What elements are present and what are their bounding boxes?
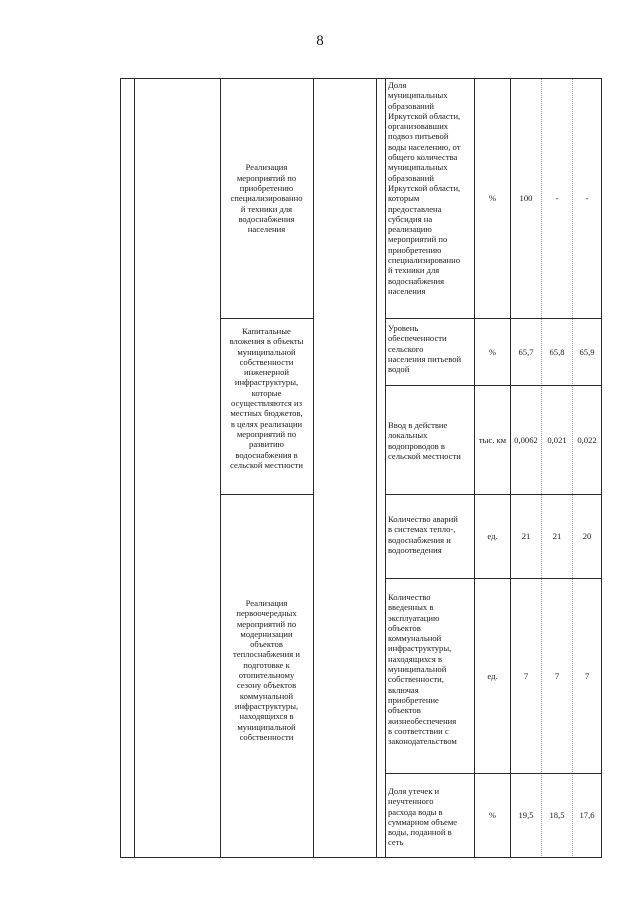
measure-cell: Капитальные вложения в объекты муниципальной собственности инженерной инфраструктуры, которые осуществляются из местных бюджетов, в целях реализации мероприятий по развитию водоснабжения в сельской местности bbox=[229, 326, 304, 470]
row-divider bbox=[220, 318, 313, 319]
indicator-name-cell: Доля утечек и неучтенного расхода воды в суммарном объеме воды, поданной в сеть bbox=[388, 786, 458, 848]
unit-cell: ед. bbox=[487, 531, 498, 542]
value-cell-year-3: 20 bbox=[582, 531, 592, 542]
value-cell-year-2: 0,021 bbox=[547, 434, 567, 445]
value-cell-year-1: 0,0062 bbox=[514, 434, 538, 445]
measure-cell: Реализация первоочередных мероприятий по модернизации объектов теплоснабжения и подготовке к отопительному сезону объектов коммунальной инфраструктуры, находящихся в муниципальной собственности bbox=[233, 598, 300, 742]
indicator-name-cell: Ввод в действие локальных водопроводов в сельской местности bbox=[388, 420, 461, 461]
value-cell-year-1: 65,7 bbox=[518, 346, 534, 357]
value-cell-year-3: 0,022 bbox=[577, 434, 597, 445]
value-cell-year-1: 100 bbox=[519, 193, 533, 204]
table-border-left bbox=[120, 78, 121, 858]
value-cell-year-2: 65,8 bbox=[549, 346, 565, 357]
table-border-bottom bbox=[120, 857, 602, 858]
unit-cell: тыс. км bbox=[478, 434, 507, 445]
value-cell-year-1: 7 bbox=[523, 670, 529, 681]
value-cell-year-2: - bbox=[555, 193, 559, 204]
unit-cell: ед. bbox=[487, 670, 498, 681]
value-cell-year-3: 7 bbox=[584, 670, 590, 681]
value-cell-year-1: 19,5 bbox=[518, 810, 534, 821]
page-number: 8 bbox=[316, 33, 324, 49]
column-divider bbox=[376, 78, 377, 858]
value-cell-year-1: 21 bbox=[521, 531, 531, 542]
indicator-name-cell: Количество введенных в эксплуатацию объектов коммунальной инфраструктуры, находящихся в муниципальной собственности, включая приобретение объектов жизнеобеспечения в соответствии с законодательством bbox=[388, 592, 457, 747]
value-cell-year-3: 17,6 bbox=[579, 810, 595, 821]
column-divider bbox=[313, 78, 314, 858]
unit-cell: % bbox=[488, 346, 497, 357]
unit-cell: % bbox=[488, 193, 497, 204]
table-border-right bbox=[601, 78, 602, 858]
value-cell-year-3: - bbox=[585, 193, 589, 204]
column-divider bbox=[385, 78, 386, 858]
indicator-name-cell: Количество аварий в системах тепло-, водоснабжения и водоотведения bbox=[388, 514, 458, 555]
indicator-name-cell: Доля муниципальных образований Иркутской области, организовавших подвоз питьевой воды населению, от общего количества муниципальных образований Иркутской области, которым предоставлена субсидия на реализацию мероприятий по приобретению специализированно й техники для водоснабжения населения bbox=[388, 80, 461, 296]
unit-cell: % bbox=[488, 810, 497, 821]
value-cell-year-2: 7 bbox=[554, 670, 560, 681]
value-cell-year-3: 65,9 bbox=[579, 346, 595, 357]
row-divider bbox=[220, 494, 313, 495]
indicator-name-cell: Уровень обеспеченности сельского населения питьевой водой bbox=[388, 323, 462, 375]
value-cell-year-2: 18,5 bbox=[549, 810, 565, 821]
column-divider bbox=[134, 78, 135, 858]
value-cell-year-2: 21 bbox=[552, 531, 562, 542]
measure-text: Реализация мероприятий по приобретению специализированно й техники для водоснабжения населения bbox=[230, 162, 303, 235]
measure-cell bbox=[221, 79, 312, 318]
